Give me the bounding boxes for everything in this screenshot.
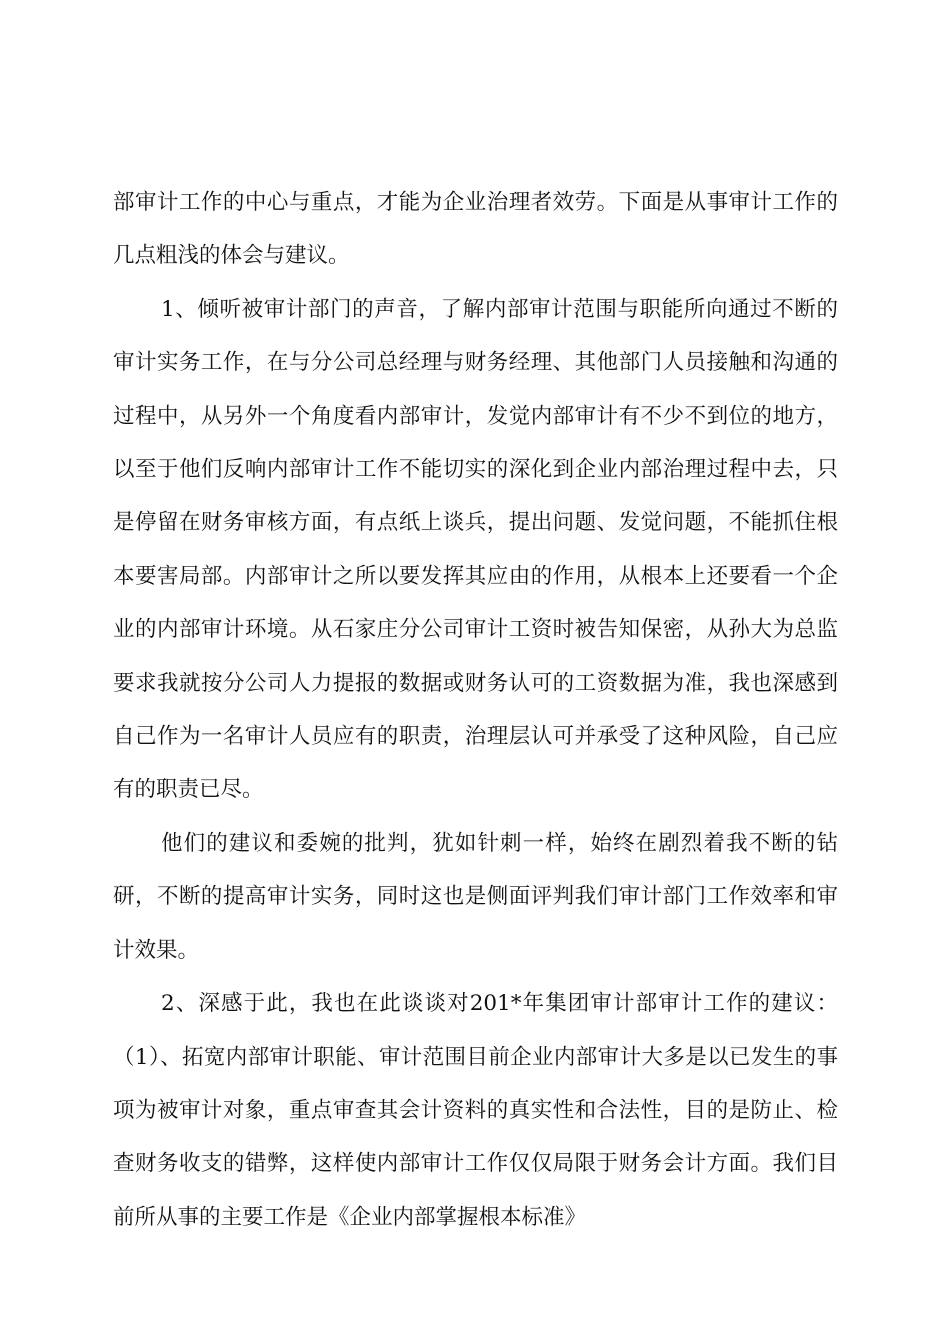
document-body <box>113 176 838 1244</box>
paragraph-4: 2、深感于此，我也在此谈谈对201*年集团审计部审计工作的建议：（1）、拓宽内部审计职能、审计范围目前企业内部审计大多是以已发生的事项为被审计对象，重点审查其会计资料的真实性和合法性，目的是防止、检查财务收支的错弊，这样使内部审计工作仅仅局限于财务会计方面。我们目前所从事的主要工作是《企业内部掌握根本标准》 <box>113 991 838 1230</box>
paragraph-3: 他们的建议和委婉的批判，犹如针刺一样，始终在剧烈着我不断的钻研，不断的提高审计实务，同时这也是侧面评判我们审计部门工作效率和审计效果。 <box>113 830 838 963</box>
paragraph-1: 部审计工作的中心与重点，才能为企业治理者效劳。下面是从事审计工作的几点粗浅的体会与建议。 <box>113 190 838 269</box>
paragraph-2: 1、倾听被审计部门的声音，了解内部审计范围与职能所向通过不断的审计实务工作，在与分公司总经理与财务经理、其他部门人员接触和沟通的过程中，从另外一个角度看内部审计，发觉内部审计有不少不到位的地方，以至于他们反响内部审计工作不能切实的深化到企业内部治理过程中去，只是停留在财务审核方面，有点纸上谈兵，提出问题、发觉问题，不能抓住根本要害局部。内部审计之所以要发挥其应由的作用，从根本上还要看一个企业的内部审计环境。从石家庄分公司审计工资时被告知保密，从孙大为总监要求我就按分公司人力提报的数据或财务认可的工资数据为准，我也深感到自己作为一名审计人员应有的职责，治理层认可并承受了这种风险，自己应有的职责已尽。 <box>113 296 838 803</box>
